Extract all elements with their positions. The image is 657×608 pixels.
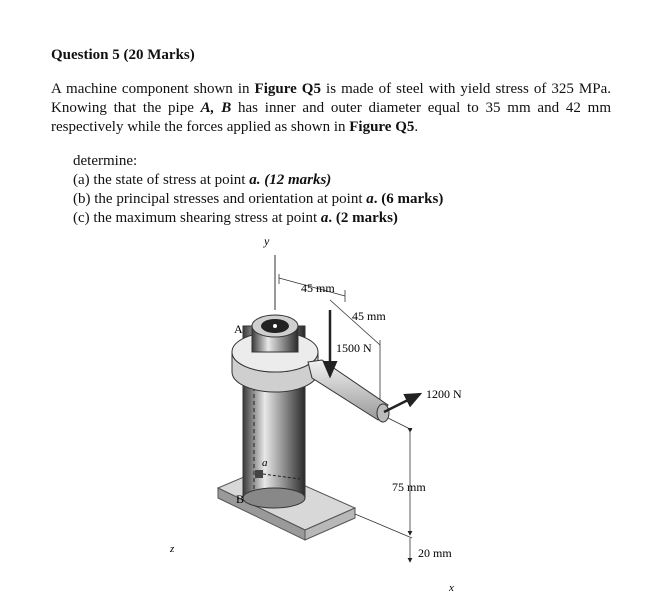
pipe-axis-dot	[273, 324, 277, 328]
figure-reference: Figure Q5	[254, 81, 321, 97]
point-a-marker	[255, 470, 263, 478]
arm-end	[377, 404, 389, 422]
dim-20-label: 20 mm	[418, 546, 452, 560]
force-1500-label: 1500 N	[336, 341, 372, 355]
statement-part-3: has inner and outer diameter equal to 35 mm and 42 mm respectively while the forces applied as shown in	[51, 100, 611, 135]
y-axis-label: y	[264, 234, 270, 248]
figure-q5	[160, 232, 490, 602]
problem-statement	[51, 80, 611, 137]
task-a: (a) the state of stress at point a. (12 marks)	[73, 172, 332, 188]
dim-45-arm-label: 45 mm	[352, 309, 386, 323]
label-A: A	[234, 322, 243, 336]
task-b: (b) the principal stresses and orientation at point a. (6 marks)	[73, 191, 444, 207]
statement-part-1: A machine component shown in	[51, 81, 255, 97]
z-axis-label: z	[170, 543, 175, 555]
statement-part-4: .	[414, 119, 419, 135]
point-a-label: a	[262, 457, 268, 469]
question-title: Question 5 (20 Marks)	[51, 47, 195, 63]
lever-arm	[308, 360, 388, 420]
pipe-label: A, B	[200, 100, 232, 116]
dim-20-ext	[355, 514, 412, 538]
x-axis-label: x	[449, 582, 454, 594]
determine-label: determine:	[73, 153, 138, 169]
task-list	[73, 152, 443, 228]
dim-75-label: 75 mm	[392, 480, 426, 494]
force-1200-arrow	[384, 394, 420, 412]
pipe-bottom	[243, 488, 305, 508]
dim-45-top-label: 45 mm	[301, 281, 335, 295]
dim-75-ext	[388, 418, 412, 430]
label-B: B	[236, 492, 245, 506]
force-1200-label: 1200 N	[426, 387, 462, 401]
task-c: (c) the maximum shearing stress at point a. (2 marks)	[73, 210, 398, 226]
figure-reference: Figure Q5	[349, 119, 415, 135]
statement-part-2: is made of steel with yield stress of 325 MPa. Knowing that the pipe	[51, 81, 611, 116]
